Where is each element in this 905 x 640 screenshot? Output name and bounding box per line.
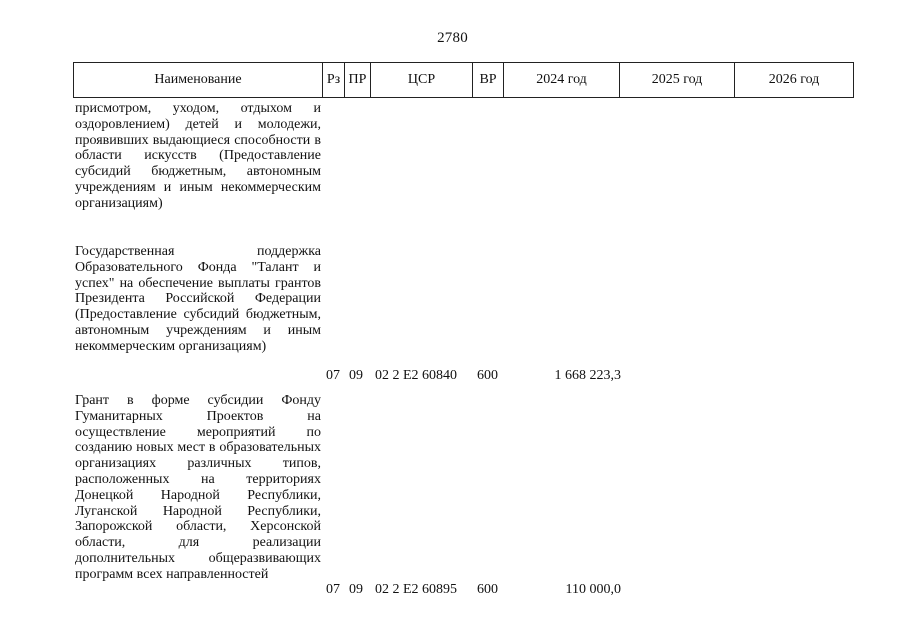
row-3-2024: 110 000,0 bbox=[565, 582, 621, 597]
header-2025: 2025 год bbox=[620, 63, 735, 98]
row-2-csr: 02 2 Е2 60840 bbox=[375, 368, 458, 383]
row-2-2024: 1 668 223,3 bbox=[554, 368, 621, 383]
header-pr: ПР bbox=[345, 63, 371, 98]
row-3-rz: 07 bbox=[326, 582, 340, 597]
table-header bbox=[73, 62, 854, 98]
table-row-3-name bbox=[75, 393, 321, 583]
row-name-text: Государственная поддержка Образовательного Фонда "Талант и успех" на обеспечение выплаты грантов Президента Российской Федерации (Предоставление субсидий бюджетным, автономным учреждениям и иным некоммерческим организациям) bbox=[75, 244, 321, 354]
row-3-vr: 600 bbox=[477, 582, 498, 597]
row-2-rz: 07 bbox=[326, 368, 340, 383]
row-2-vr: 600 bbox=[477, 368, 498, 383]
page-number: 2780 bbox=[437, 30, 468, 46]
row-2-pr: 09 bbox=[349, 368, 363, 383]
header-rz: Рз bbox=[323, 63, 345, 98]
header-vr: ВР bbox=[473, 63, 504, 98]
header-name: Наименование bbox=[74, 63, 323, 98]
header-2024: 2024 год bbox=[504, 63, 620, 98]
header-2026: 2026 год bbox=[735, 63, 854, 98]
row-name-text: Грант в форме субсидии Фонду Гуманитарных Проектов на осуществление мероприятий по созданию новых мест в образовательных организациях различных типов, расположенных на территориях Донецкой Народной Республики, Луганской Народной Республики, Запорожской области, Херсонской области, для реализации дополнительных общеразвивающих программ всех направленностей bbox=[75, 393, 321, 582]
row-3-pr: 09 bbox=[349, 582, 363, 597]
row-name-text: присмотром, уходом, отдыхом и оздоровлением) детей и молодежи, проявивших выдающиеся способности в области искусств (Предоставление субсидий бюджетным, автономным учреждениям и иным некоммерческим организациям) bbox=[75, 101, 321, 211]
row-3-csr: 02 2 Е2 60895 bbox=[375, 582, 458, 597]
table-row-1-name bbox=[75, 101, 321, 212]
table-row-2-name bbox=[75, 244, 321, 355]
header-csr: ЦСР bbox=[371, 63, 473, 98]
